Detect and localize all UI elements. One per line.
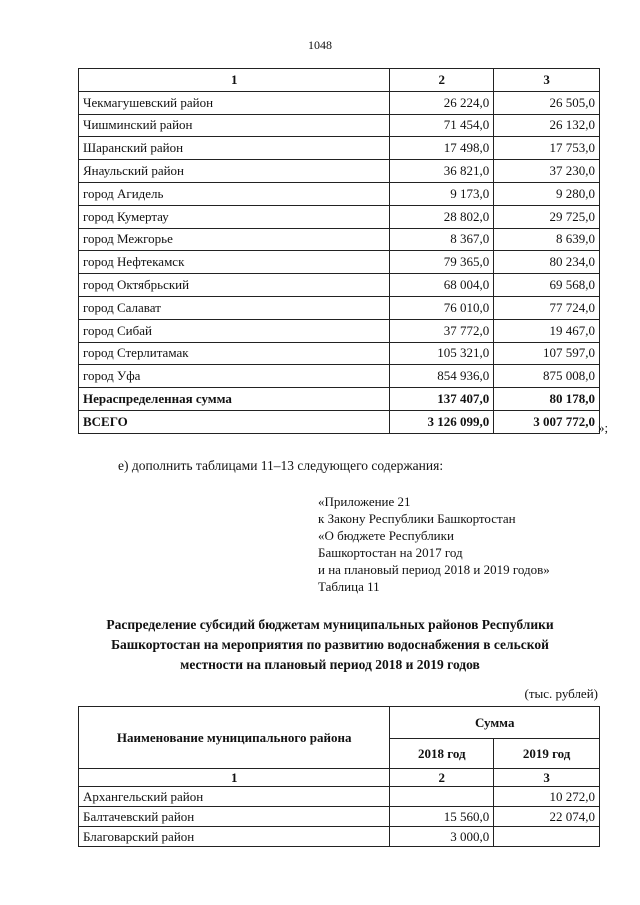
column-header-2019: 2019 год [494,739,600,769]
appendix-line: Башкортостан на 2017 год [318,545,463,560]
value-col-3: 17 753,0 [494,137,600,160]
value-col-2: 17 498,0 [390,137,494,160]
district-name: город Октябрьский [79,274,390,297]
table-row [79,365,600,388]
table-row [79,388,600,411]
value-col-2: 71 454,0 [390,114,494,137]
district-name: Благоварский район [79,827,390,847]
district-name: город Стерлитамак [79,342,390,365]
table-row [79,807,600,827]
column-header-2018: 2018 год [390,739,494,769]
heading-line: Башкортостан на мероприятия по развитию водоснабжения в сельской [111,637,549,652]
table-row [79,319,600,342]
district-name: город Салават [79,296,390,319]
appendix-line: «Приложение 21 [318,494,411,509]
district-name: город Сибай [79,319,390,342]
units-label: (тыс. рублей) [524,686,598,701]
value-col-2: 8 367,0 [390,228,494,251]
value-2018: 15 560,0 [390,807,494,827]
table-row [79,342,600,365]
value-2019: 22 074,0 [494,807,600,827]
appendix-line: к Закону Республики Башкортостан [318,511,516,526]
table-index-row [79,769,600,787]
index-cell: 2 [390,69,494,92]
value-col-2: 79 365,0 [390,251,494,274]
table-row [79,228,600,251]
value-col-3: 26 132,0 [494,114,600,137]
heading-line: Распределение субсидий бюджетам муниципальных районов Республики [106,617,554,632]
appendix-line: Таблица 11 [318,579,380,594]
table-row [79,251,600,274]
value-col-3: 37 230,0 [494,160,600,183]
column-header-name: Наименование муниципального района [79,707,390,769]
district-name: город Кумертау [79,205,390,228]
index-cell: 3 [494,69,600,92]
district-name: Чекмагушевский район [79,91,390,114]
value-col-3: 8 639,0 [494,228,600,251]
value-col-2: 68 004,0 [390,274,494,297]
value-col-3: 107 597,0 [494,342,600,365]
appendix-line: «О бюджете Республики [318,528,454,543]
district-name: Балтачевский район [79,807,390,827]
value-col-3: 80 178,0 [494,388,600,411]
value-col-2: 36 821,0 [390,160,494,183]
district-name: Янаульский район [79,160,390,183]
district-name: город Нефтекамск [79,251,390,274]
appendix-line: и на плановый период 2018 и 2019 годов» [318,562,550,577]
amendment-text: е) дополнить таблицами 11–13 следующего содержания: [118,458,444,473]
appendix-header [318,493,550,595]
district-name: город Агидель [79,182,390,205]
table-row [79,787,600,807]
district-name: город Межгорье [79,228,390,251]
value-col-3: 69 568,0 [494,274,600,297]
heading-line: местности на плановый период 2018 и 2019 годов [180,657,480,672]
district-name: Шаранский район [79,137,390,160]
district-name: ВСЕГО [79,410,390,433]
value-2019: 10 272,0 [494,787,600,807]
value-col-2: 76 010,0 [390,296,494,319]
value-col-2: 9 173,0 [390,182,494,205]
closing-quote: »; [598,420,609,435]
value-2019 [494,827,600,847]
table-row [79,91,600,114]
table-row [79,410,600,433]
table-row [79,114,600,137]
value-2018: 3 000,0 [390,827,494,847]
value-col-2: 105 321,0 [390,342,494,365]
table-row [79,182,600,205]
table-row [79,160,600,183]
value-col-3: 80 234,0 [494,251,600,274]
value-col-3: 875 008,0 [494,365,600,388]
value-col-3: 19 467,0 [494,319,600,342]
table-row [79,827,600,847]
index-cell: 1 [79,769,390,787]
value-col-3: 26 505,0 [494,91,600,114]
column-header-sum: Сумма [390,707,600,739]
district-name: город Уфа [79,365,390,388]
subsidy-table [78,706,600,847]
index-cell: 2 [390,769,494,787]
table-index-row [79,69,600,92]
table-row [79,296,600,319]
value-col-2: 854 936,0 [390,365,494,388]
table-row [79,205,600,228]
value-col-3: 9 280,0 [494,182,600,205]
value-col-2: 37 772,0 [390,319,494,342]
district-name: Чишминский район [79,114,390,137]
value-col-3: 29 725,0 [494,205,600,228]
value-col-3: 3 007 772,0 [494,410,600,433]
page-number: 1048 [308,38,332,52]
value-col-2: 26 224,0 [390,91,494,114]
index-cell: 1 [79,69,390,92]
value-col-2: 137 407,0 [390,388,494,411]
value-2018 [390,787,494,807]
table-row [79,137,600,160]
value-col-2: 28 802,0 [390,205,494,228]
value-col-2: 3 126 099,0 [390,410,494,433]
district-name: Нераспределенная сумма [79,388,390,411]
district-name: Архангельский район [79,787,390,807]
table-row [79,274,600,297]
index-cell: 3 [494,769,600,787]
table-heading [60,615,600,675]
value-col-3: 77 724,0 [494,296,600,319]
budget-table-continued [78,68,600,434]
